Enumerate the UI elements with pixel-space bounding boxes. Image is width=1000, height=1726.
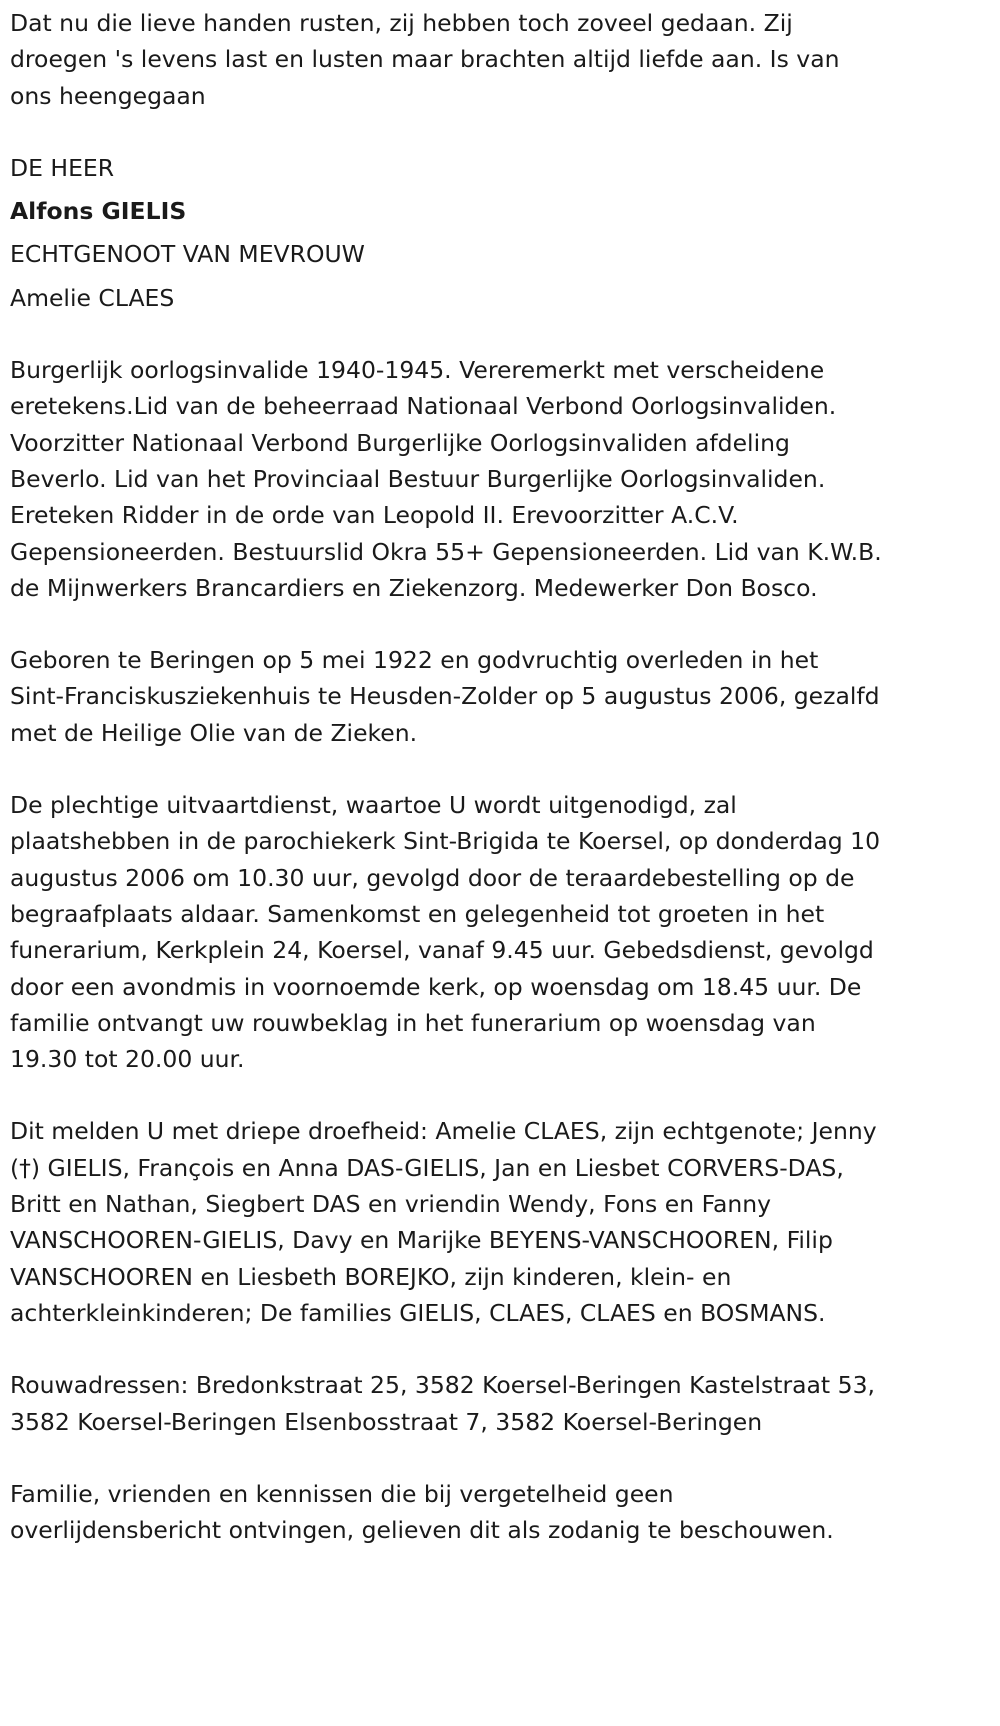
deceased-name: Alfons GIELIS [10,197,187,226]
mourners-line: Britt en Nathan, Siegbert DAS en vriendin Wendy, Fons en Fanny [10,1190,772,1219]
mourners-line: Dit melden U met driepe droefheid: Amelie CLAES, zijn echtgenote; Jenny [10,1117,877,1146]
service-line: 19.30 tot 20.00 uur. [10,1045,245,1074]
honors-line: Voorzitter Nationaal Verbond Burgerlijke Oorlogsinvaliden afdeling [10,428,790,457]
intro-line: Dat nu die lieve handen rusten, zij hebben toch zoveel gedaan. Zij [10,9,793,37]
intro-line: droegen 's levens last en lusten maar brachten altijd liefde aan. Is van [10,45,840,74]
spouse-name: Amelie CLAES [10,283,175,312]
honors-line: Burgerlijk oorlogsinvalide 1940-1945. Vereremerkt met verscheidene [10,356,825,385]
mourners-line: VANSCHOOREN en Liesbeth BOREJKO, zijn kinderen, klein- en [10,1262,732,1291]
service-line: begraafplaats aldaar. Samenkomst en gelegenheid tot groeten in het [10,899,825,928]
honors-paragraph [10,352,995,606]
closing-line: overlijdensbericht ontvingen, gelieven dit als zodanig te beschouwen. [10,1516,834,1545]
mourners-paragraph [10,1113,995,1331]
deceased-title: DE HEER [10,153,115,182]
mourners-line: achterkleinkinderen; De families GIELIS, CLAES, CLAES en BOSMANS. [10,1298,826,1327]
addresses-paragraph [10,1367,995,1440]
service-line: door een avondmis in voornoemde kerk, op woensdag om 18.45 uur. De [10,972,862,1001]
honors-line: Ereteken Ridder in de orde van Leopold II. Erevoorzitter A.C.V. [10,501,739,530]
honors-line: Gepensioneerden. Bestuurslid Okra 55+ Gepensioneerden. Lid van K.W.B. [10,537,882,566]
obituary-document [10,5,995,1584]
honors-line: Beverlo. Lid van het Provinciaal Bestuur Burgerlijke Oorlogsinvaliden. [10,464,826,493]
closing-line: Familie, vrienden en kennissen die bij vergetelheid geen [10,1479,674,1508]
closing-paragraph [10,1476,995,1549]
service-line: De plechtige uitvaartdienst, waartoe U wordt uitgenodigd, zal [10,791,737,820]
intro-line: ons heengegaan [10,81,206,110]
service-line: augustus 2006 om 10.30 uur, gevolgd door de teraardebestelling op de [10,863,855,892]
birth-death-line: Geboren te Beringen op 5 mei 1922 en godvruchtig overleden in het [10,646,819,675]
birth-death-line: met de Heilige Olie van de Zieken. [10,718,418,747]
honors-line: eretekens.Lid van de beheerraad Nationaal Verbond Oorlogsinvaliden. [10,392,837,421]
birth-death-line: Sint-Franciskusziekenhuis te Heusden-Zolder op 5 augustus 2006, gezalfd [10,682,880,711]
addresses-line: Rouwadressen: Bredonkstraat 25, 3582 Koersel-Beringen Kastelstraat 53, [10,1371,875,1400]
honors-line: de Mijnwerkers Brancardiers en Ziekenzorg. Medewerker Don Bosco. [10,573,818,602]
mourners-line: (†) GIELIS, François en Anna DAS-GIELIS, Jan en Liesbet CORVERS-DAS, [10,1153,844,1182]
deceased-block [10,150,995,316]
spouse-label: ECHTGENOOT VAN MEVROUW [10,240,365,269]
service-paragraph [10,787,995,1077]
birth-death-paragraph [10,642,995,751]
addresses-line: 3582 Koersel-Beringen Elsenbosstraat 7, 3582 Koersel-Beringen [10,1407,763,1436]
service-line: funerarium, Kerkplein 24, Koersel, vanaf 9.45 uur. Gebedsdienst, gevolgd [10,936,874,965]
intro-paragraph [10,5,995,114]
service-line: plaatshebben in de parochiekerk Sint-Brigida te Koersel, op donderdag 10 [10,827,881,856]
service-line: familie ontvangt uw rouwbeklag in het funerarium op woensdag van [10,1008,816,1037]
mourners-line: VANSCHOOREN-GIELIS, Davy en Marijke BEYENS-VANSCHOOREN, Filip [10,1226,833,1255]
